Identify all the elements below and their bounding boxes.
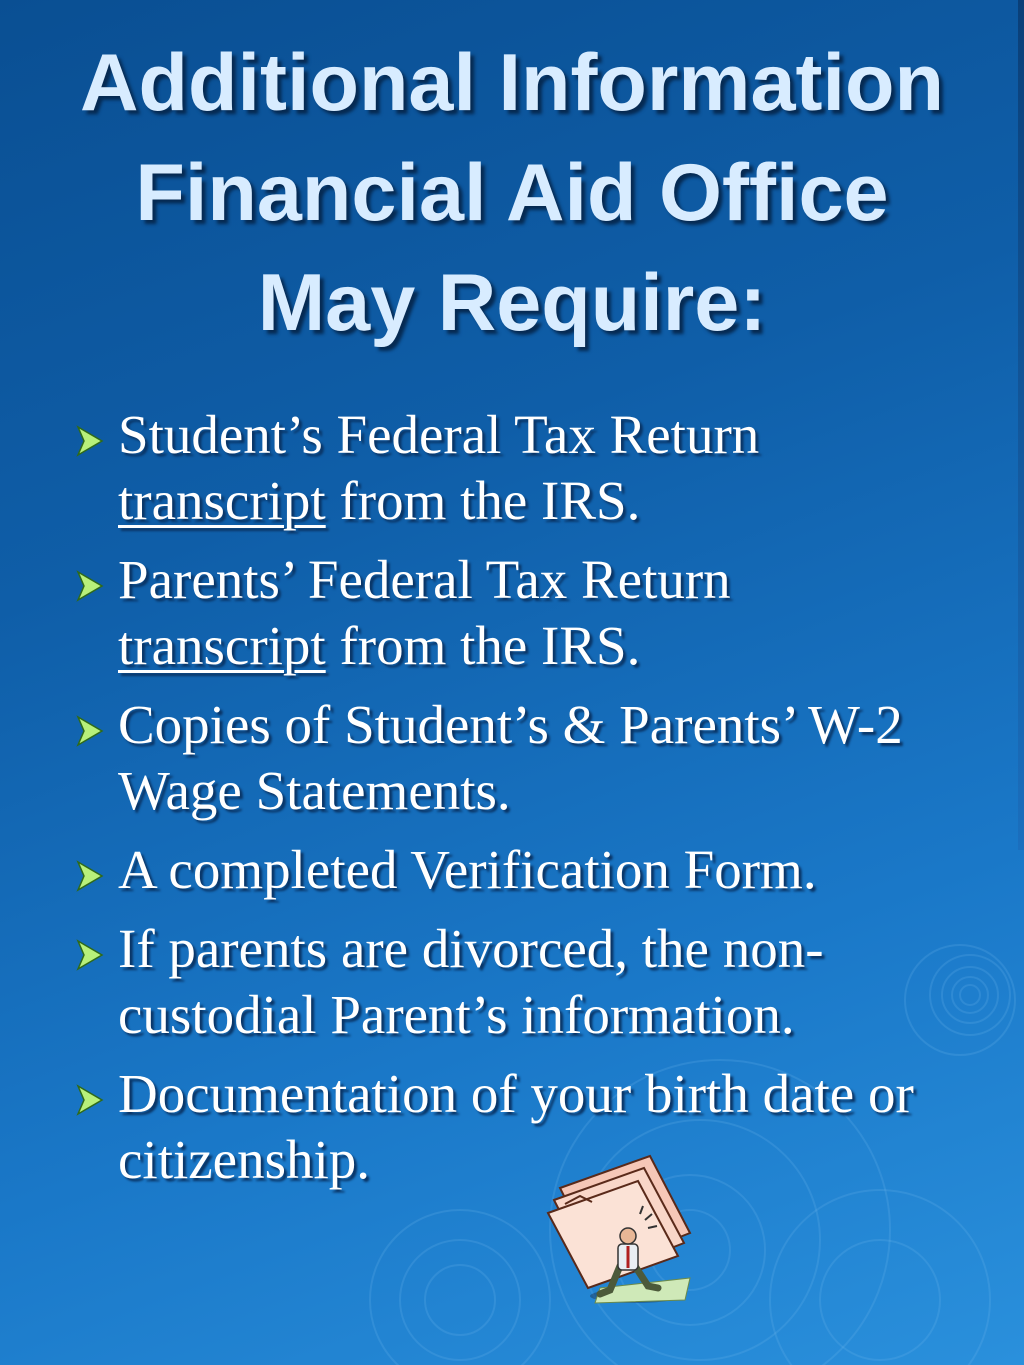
item-text: Parents’ Federal Tax Return <box>118 549 731 610</box>
list-item <box>70 692 970 824</box>
item-text-tail: from the IRS. <box>325 470 641 531</box>
item-text: If parents are divorced, the non-custodial Parent’s information. <box>118 918 824 1045</box>
arrow-bullet-icon <box>72 1083 106 1117</box>
list-item <box>70 547 970 679</box>
title-line-1: Additional Information <box>80 38 944 128</box>
title-line-2: Financial Aid Office <box>135 148 889 238</box>
arrow-bullet-icon <box>72 938 106 972</box>
arrow-bullet-icon <box>72 859 106 893</box>
title-line-3: May Require: <box>257 258 767 348</box>
person-carrying-folder-icon <box>540 1148 715 1308</box>
list-item <box>70 916 970 1048</box>
list-item <box>70 837 970 903</box>
arrow-bullet-icon <box>72 714 106 748</box>
list-item <box>70 402 970 534</box>
item-text: Copies of Student’s & Parents’ W-2 Wage Statements. <box>118 694 903 821</box>
slide-title <box>0 28 1024 358</box>
arrow-bullet-icon <box>72 424 106 458</box>
arrow-bullet-icon <box>72 569 106 603</box>
item-text: Documentation of your birth date or citizenship. <box>118 1063 914 1190</box>
underlined-word: transcript <box>118 615 326 676</box>
list-item <box>70 1061 970 1193</box>
item-text: A completed Verification Form. <box>118 839 817 900</box>
item-text: Student’s Federal Tax Return <box>118 404 760 465</box>
item-text-tail: from the IRS. <box>325 615 641 676</box>
underlined-word: transcript <box>118 470 326 531</box>
requirements-list <box>70 402 970 1206</box>
